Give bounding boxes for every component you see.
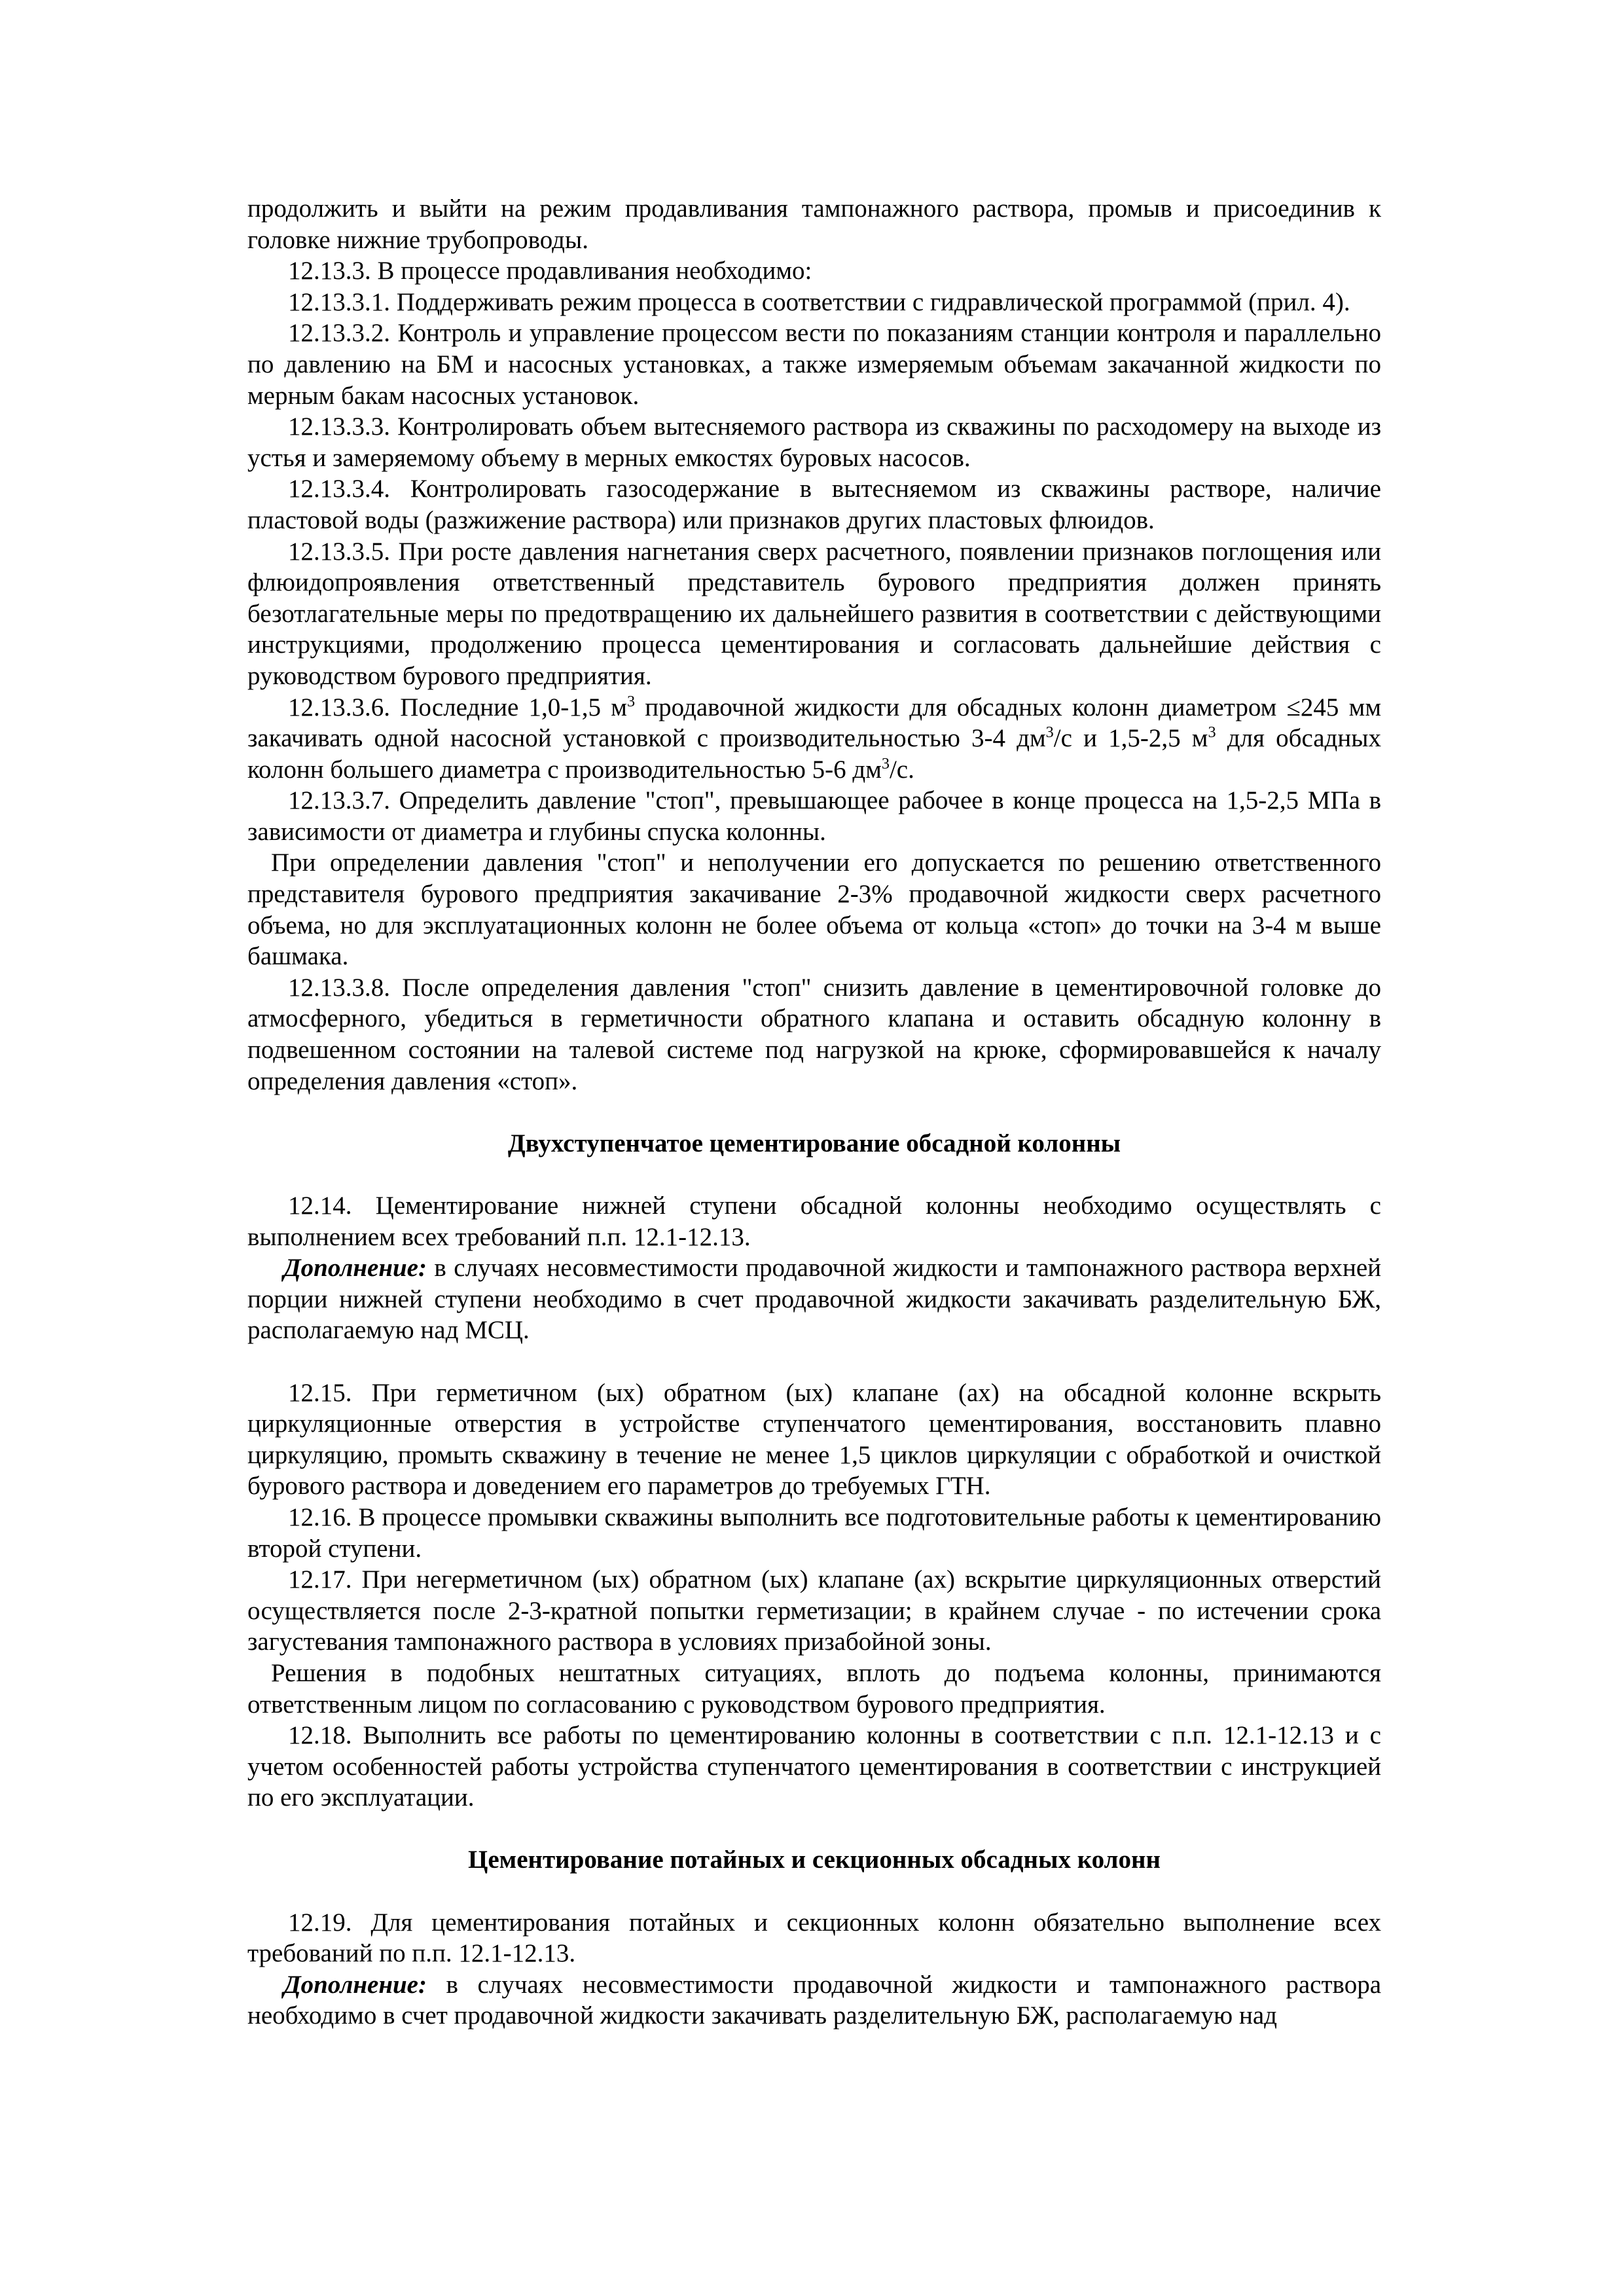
p7-part-c: /с и 1,5-2,5 м [1053, 724, 1208, 753]
addendum-text: в случаях несовместимости продавочной жидкости и тампонажного раствора необходимо в счет продавочной жидкости закачивать разделительную БЖ, располагаемую над [247, 1970, 1381, 2030]
paragraph-continuation: продолжить и выйти на режим продавливания тампонажного раствора, промыв и присоединив к головке нижние трубопроводы. [247, 194, 1381, 254]
spacer [247, 1159, 1381, 1190]
paragraph-decisions: Решения в подобных нештатных ситуациях, вплоть до подъема колонны, принимаются ответственным лицом по согласованию с руководством бурового предприятия. [247, 1658, 1381, 1719]
p7-part-a: 12.13.3.6. Последние 1,0-1,5 м [288, 693, 627, 721]
paragraph-addendum-2 [247, 1969, 1381, 2032]
paragraph-12-16: 12.16. В процессе промывки скважины выполнить все подготовительные работы к цементированию второй ступени. [247, 1503, 1381, 1563]
cubic-superscript: 3 [626, 692, 636, 710]
paragraph-12-13-3-1: 12.13.3.1. Поддерживать режим процесса в соответствии с гидравлической программой (прил. 4). [288, 287, 1350, 316]
addendum-text: в случаях несовместимости продавочной жидкости и тампонажного раствора верхней порции нижней ступени необходимо в счет продавочной жидкости закачивать разделительную БЖ, располагаемую над МСЦ. [247, 1254, 1381, 1345]
paragraph-12-14: 12.14. Цементирование нижней ступени обсадной колонны необходимо осуществлять с выполнением всех требований п.п. 12.1-12.13. [247, 1192, 1381, 1251]
addendum-label: Дополнение: [283, 1970, 427, 1999]
section-heading-two-stage: Двухступенчатое цементирование обсадной колонны [507, 1129, 1121, 1157]
paragraph-12-13-3: 12.13.3. В процессе продавливания необходимо: [288, 257, 812, 285]
paragraph-12-15: 12.15. При герметичном (ых) обратном (ых) клапане (ах) на обсадной колонне вскрыть циркуляционные отверстия в устройстве ступенчатого цементирования, восстановить плавно циркуляцию, промыть скважину в течение не менее 1,5 циклов циркуляции с обработкой и очисткой бурового раствора и доведением его параметров до требуемых ГТН. [247, 1378, 1381, 1501]
cubic-superscript: 3 [881, 754, 890, 773]
paragraph-stop-pressure: При определении давления "стоп" и неполучении его допускается по решению ответственного представителя бурового предприятия закачивание 2-3% продавочной жидкости сверх расчетного объема, но для эксплуатационных колонн не более объема от кольца «стоп» до точки на 3-4 м выше башмака. [247, 848, 1381, 971]
paragraph-12-18: 12.18. Выполнить все работы по цементированию колонны в соответствии с п.п. 12.1-12.13 и с учетом особенностей работы устройства ступенчатого цементирования в соответствии с инструкцией по его эксплуатации. [247, 1721, 1381, 1812]
p7-part-d: для обсадных колонн большего диаметра с производительностью 5-6 дм [247, 724, 1381, 784]
paragraph-12-13-3-4: 12.13.3.4. Контролировать газосодержание в вытесняемом из скважины растворе, наличие пластовой воды (разжижение раствора) или признаков других пластовых флюидов. [247, 475, 1381, 534]
cubic-superscript: 3 [1208, 723, 1216, 742]
paragraph-12-13-3-7: 12.13.3.7. Определить давление "стоп", превышающее рабочее в конце процесса на 1,5-2,5 МПа в зависимости от диаметра и глубины спуска колонны. [247, 786, 1381, 846]
paragraph-12-13-3-8: 12.13.3.8. После определения давления "стоп" снизить давление в цементировочной головке до атмосферного, убедиться в герметичности обратного клапана и оставить обсадную колонну в подвешенном состоянии на талевой системе под нагрузкой на крюке, сформировавшейся к началу определения давления «стоп». [247, 973, 1381, 1095]
spacer [247, 1346, 1381, 1377]
paragraph-addendum-1 [247, 1252, 1381, 1346]
spacer [247, 1876, 1381, 1907]
p7-part-b: продавочной жидкости для обсадных колонн диаметром ≤245 мм закачивать одной насосной установкой с производительностью 3-4 дм [247, 693, 1382, 753]
paragraph-12-13-3-3: 12.13.3.3. Контролировать объем вытесняемого раствора из скважины по расходомеру на выходе из устья и замеряемому объему в мерных емкостях буровых насосов. [247, 412, 1381, 472]
document-body [247, 193, 1381, 2032]
paragraph-12-17: 12.17. При негерметичном (ых) обратном (ых) клапане (ах) вскрытие циркуляционных отверстий осуществляется после 2-3-кратной попытки герметизации; в крайнем случае - по истечении срока загустевания тампонажного раствора в условиях призабойной зоны. [247, 1565, 1381, 1656]
paragraph-12-13-3-6 [247, 692, 1381, 786]
spacer [247, 1813, 1381, 1845]
cubic-superscript: 3 [1045, 723, 1054, 742]
p7-part-e: /с. [889, 755, 914, 784]
paragraph-12-13-3-5: 12.13.3.5. При росте давления нагнетания сверх расчетного, появлении признаков поглощения или флюидопроявления ответственный представитель бурового предприятия должен принять безотлагательные меры по предотвращению их дальнейшего развития в соответствии с действующими инструкциями, продолжению процесса цементирования и согласовать дальнейшие действия с руководством бурового предприятия. [247, 537, 1381, 690]
addendum-label: Дополнение: [283, 1254, 427, 1283]
paragraph-12-13-3-2: 12.13.3.2. Контроль и управление процессом вести по показаниям станции контроля и параллельно по давлению на БМ и насосных установках, а также измеряемым объемам закачанной жидкости по мерным бакам насосных установок. [247, 319, 1381, 410]
spacer [247, 1097, 1381, 1128]
paragraph-12-19: 12.19. Для цементирования потайных и секционных колонн обязательно выполнение всех требований по п.п. 12.1-12.13. [247, 1908, 1381, 1968]
section-heading-liner: Цементирование потайных и секционных обсадных колонн [468, 1846, 1161, 1874]
